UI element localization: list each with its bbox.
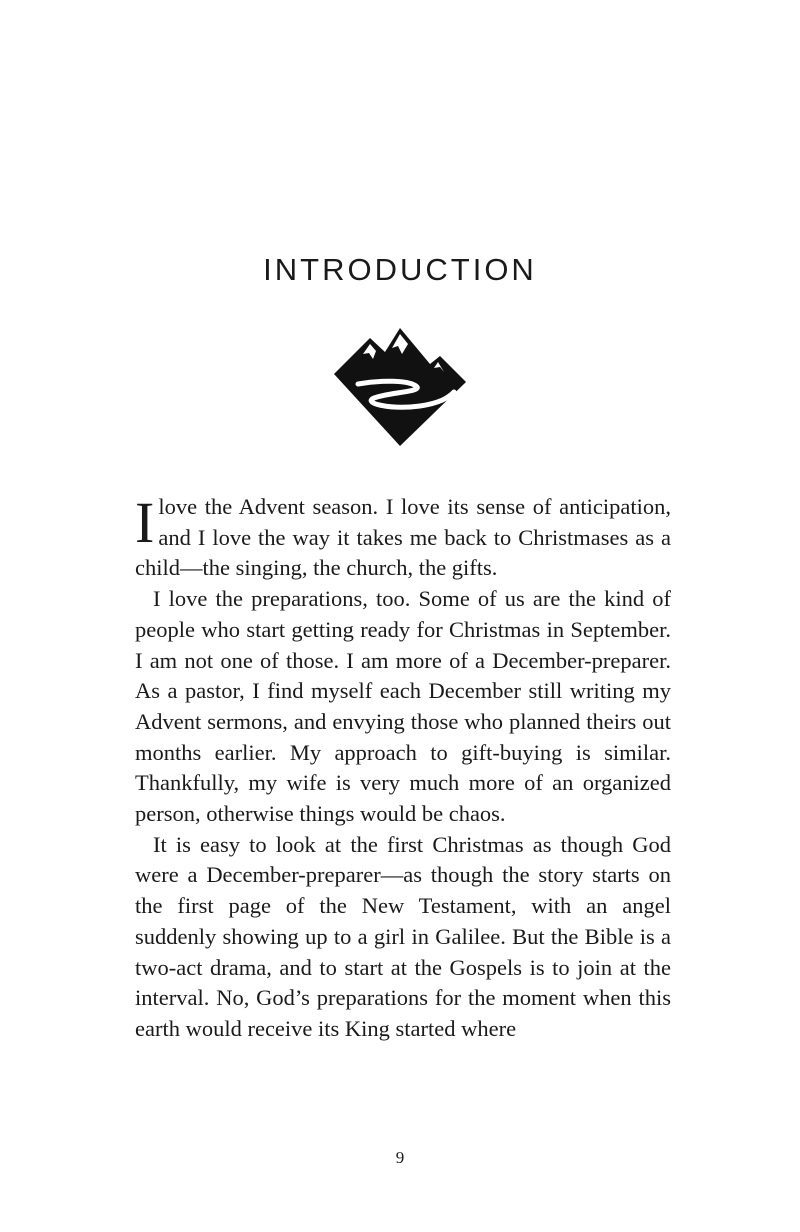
chapter-title: INTRODUCTION <box>263 252 537 287</box>
drop-cap: I <box>135 490 155 555</box>
paragraph-2: I love the preparations, too. Some of us are the kind of people who start getting ready for Christmas in September. I am not one of those. I am more of a December-preparer. As a pastor, I find myself each December still writing my Advent sermons, and envying those who planned theirs out months earlier. My approach to gift-buying is similar. Thankfully, my wife is very much more of an organized person, otherwise things would be chaos. <box>135 586 671 827</box>
page-number: 9 <box>395 1148 405 1167</box>
paragraph-1 <box>135 492 671 584</box>
paragraph-1-text: love the Advent season. I love its sense of anticipation, and I love the way it takes me back to Christmases as a child—the singing, the church, the gifts. <box>135 494 671 581</box>
body-text <box>135 492 671 1045</box>
mountain-river-diamond-icon <box>330 326 470 448</box>
paragraph-3: It is easy to look at the first Christmas as though God were a December-preparer—as though the story starts on the first page of the New Testament, with an angel suddenly showing up to a girl in Galilee. But the Bible is a two-act drama, and to start at the Gospels is to join at the interval. No, God’s preparations for the moment when this earth would receive its King started where <box>135 831 671 1041</box>
